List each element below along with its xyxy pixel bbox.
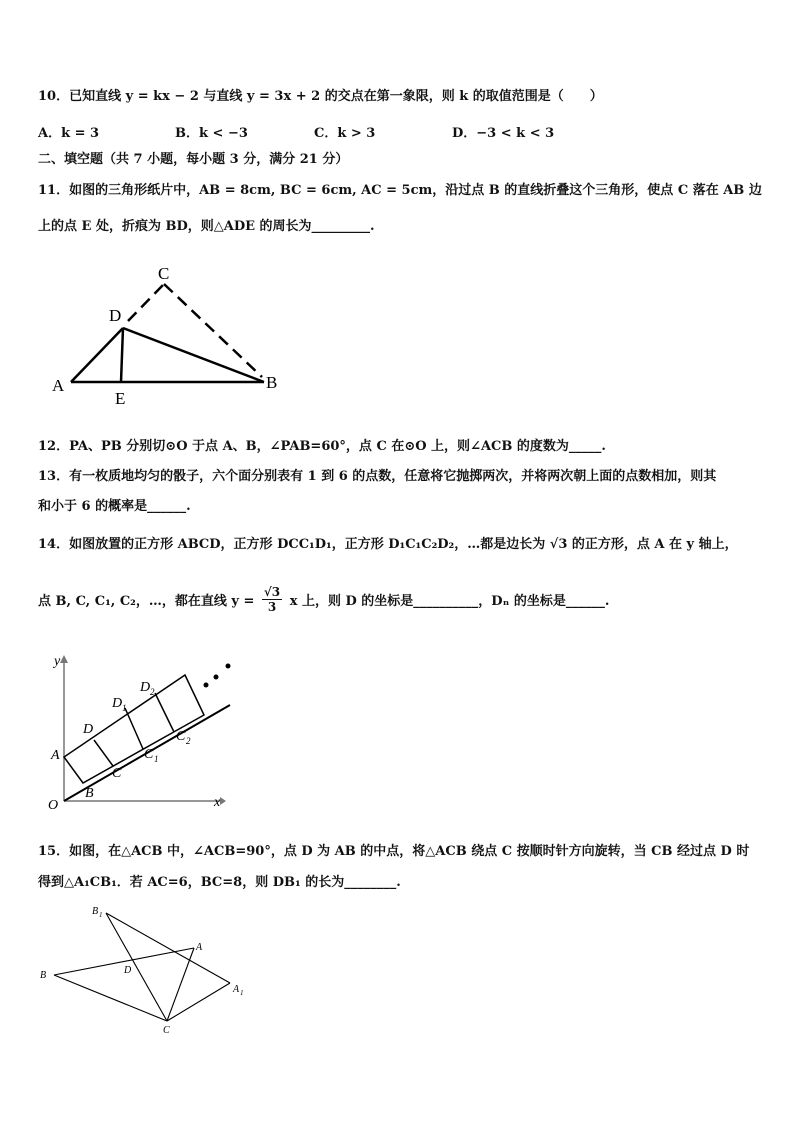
- point-label-d: D: [109, 306, 122, 325]
- point-label-a1-subscript: 1: [240, 989, 244, 997]
- q15-line1: 15．如图，在△ACB 中，∠ACB=90°，点 D 为 AB 的中点，将△ACB 绕点 C 按顺时针方向旋转，当 CB 经过点 D 时: [38, 844, 750, 859]
- q14-line1: 14．如图放置的正方形 ABCD，正方形 DCC₁D₁，正方形 D₁C₁C₂D₂，…都是边长为 √3 的正方形，点 A 在 y 轴上，: [38, 537, 738, 552]
- point-label-c1-subscript: 1: [154, 754, 159, 764]
- point-label-d: D: [83, 722, 94, 737]
- q14-line2-start: 点 B, C, C₁, C₂，…，都在直线 y =: [38, 594, 255, 609]
- segment-b1c: [106, 913, 167, 1021]
- dashed-segment-dc: [128, 284, 164, 321]
- axis-label-x: x: [214, 795, 221, 810]
- point-label-c1: C: [144, 747, 154, 762]
- segment-ac: [167, 948, 194, 1021]
- q15-line2: 得到△A₁CB₁．若 AC=6，BC=8，则 DB₁ 的长为________.: [38, 875, 401, 890]
- slope-fraction: [262, 585, 282, 614]
- segment-bc: [54, 975, 167, 1021]
- section-title-fill-blank: 二、填空题（共 7 小题，每小题 3 分，满分 21 分）: [38, 152, 349, 167]
- point-label-b: B: [266, 373, 278, 392]
- segment-db: [123, 328, 264, 382]
- q11-line1: 11．如图的三角形纸片中，AB = 8cm, BC = 6cm, AC = 5cm，沿过点 B 的直线折叠这个三角形，使点 C 落在 AB 边: [38, 183, 762, 198]
- fraction-denominator: 3: [267, 600, 277, 614]
- point-label-c: C: [163, 1025, 170, 1036]
- point-label-c: C: [112, 766, 122, 781]
- continuation-dot: [204, 683, 209, 688]
- q15-rotation-figure: [36, 900, 256, 1040]
- q13-line2: 和小于 6 的概率是______.: [38, 499, 191, 514]
- point-label-a: A: [196, 942, 203, 953]
- fraction-numerator: √3: [263, 585, 281, 599]
- continuation-dot: [226, 664, 231, 669]
- point-label-c: C: [158, 264, 170, 283]
- point-label-b1: B: [92, 906, 99, 917]
- q10-stem: 10．已知直线 y = kx − 2 与直线 y = 3x + 2 的交点在第一象限，则 k 的取值范围是（ ）: [38, 89, 603, 104]
- q10-option-a: A．k = 3: [38, 126, 100, 141]
- segment-a1c: [167, 983, 230, 1021]
- side-dc: [94, 740, 113, 766]
- q14-line2-end: x 上，则 D 的坐标是__________，Dₙ 的坐标是______.: [289, 594, 610, 609]
- point-label-a: A: [52, 376, 65, 395]
- q12-text: 12．PA、PB 分别切⊙O 于点 A、B，∠PAB=60°，点 C 在⊙O 上，则∠ACB 的度数为_____.: [38, 439, 606, 454]
- segment-de: [121, 328, 123, 382]
- point-label-a: A: [51, 748, 60, 763]
- q10-option-d: D．−3 < k < 3: [452, 126, 555, 141]
- point-label-b: B: [85, 786, 94, 801]
- point-label-d2-subscript: 2: [150, 687, 155, 697]
- point-label-d1: D: [112, 696, 123, 711]
- point-label-d: D: [124, 965, 132, 976]
- point-label-b: B: [40, 970, 47, 981]
- q14-line2: [38, 587, 609, 616]
- point-label-b1-subscript: 1: [99, 911, 103, 919]
- q11-triangle-figure: [40, 255, 300, 415]
- point-label-c2: C: [176, 729, 186, 744]
- point-label-a1: A: [233, 984, 240, 995]
- q10-option-b: B．k < −3: [175, 126, 248, 141]
- point-label-d1-subscript: 1: [122, 703, 127, 713]
- q10-option-c: C．k > 3: [314, 126, 376, 141]
- point-label-e: E: [115, 389, 126, 408]
- side-d2c2: [155, 693, 174, 732]
- q11-line2: 上的点 E 处，折痕为 BD，则△ADE 的周长为_________.: [38, 219, 375, 234]
- side-d1c1: [125, 708, 143, 749]
- continuation-dot: [214, 675, 219, 680]
- axis-label-y: y: [54, 654, 61, 669]
- point-label-o: O: [48, 798, 59, 813]
- x-axis-arrow: [220, 797, 226, 805]
- point-label-d2: D: [140, 680, 151, 695]
- y-axis-arrow: [60, 655, 68, 663]
- q13-line1: 13．有一枚质地均匀的骰子，六个面分别表有 1 到 6 的点数，任意将它抛掷两次，并将两次朝上面的点数相加，则其: [38, 469, 717, 484]
- segment-ad: [71, 328, 123, 382]
- q14-squares-figure: [40, 645, 240, 815]
- point-label-c2-subscript: 2: [186, 736, 191, 746]
